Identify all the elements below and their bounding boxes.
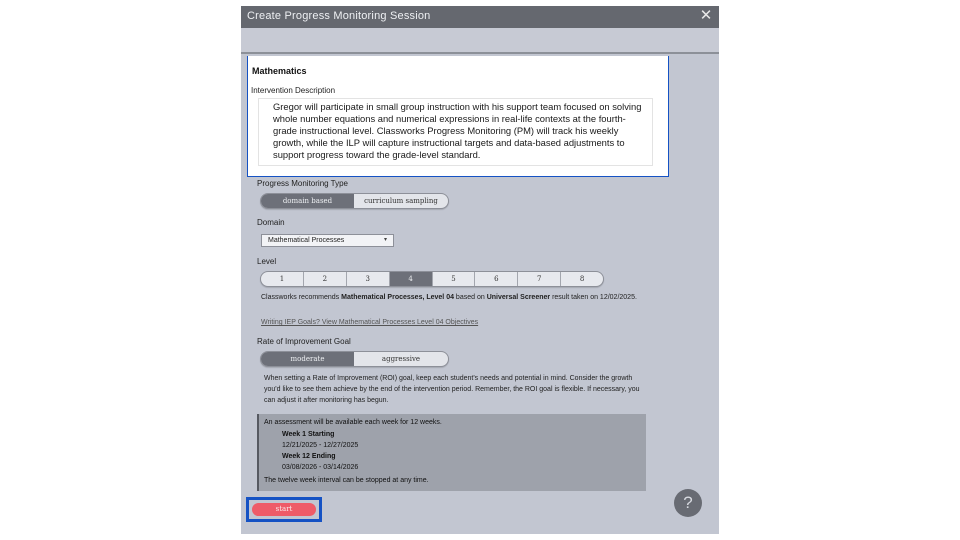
rec-suffix: result taken on 12/02/2025. — [550, 294, 637, 301]
start-button[interactable]: start — [252, 503, 316, 516]
week12-range: 03/08/2026 - 03/14/2026 — [282, 464, 359, 471]
dialog-titlebar — [241, 6, 719, 28]
roi-moderate[interactable]: moderate — [261, 352, 354, 366]
schedule-note: The twelve week interval can be stopped at any time. — [264, 477, 429, 484]
progress-monitoring-dialog — [241, 6, 719, 534]
roi-toggle — [260, 351, 449, 367]
level-option-7[interactable]: 7 — [517, 272, 560, 286]
dialog-title: Create Progress Monitoring Session — [247, 10, 431, 22]
level-option-1[interactable]: 1 — [279, 275, 285, 283]
level-option-2[interactable]: 2 — [303, 272, 346, 286]
pm-type-label: Progress Monitoring Type — [257, 179, 349, 188]
level-option-8[interactable]: 8 — [560, 272, 603, 286]
week1-range: 12/21/2025 - 12/27/2025 — [282, 442, 359, 449]
view-objectives-link[interactable]: Writing IEP Goals? View Mathematical Processes Level 04 Objectives — [261, 319, 479, 326]
roi-description: When setting a Rate of Improvement (ROI) goal, keep each student's needs and potential in mind. Consider the growth you'd like to see them achieve by the end of the intervention period. Remember, the ROI goal is flexible. If necessary, you can adjust it after monitoring has begun. — [264, 375, 640, 404]
level-option-4[interactable]: 4 — [389, 272, 432, 286]
rec-source: Universal Screener — [486, 294, 551, 301]
dialog-toolbar-band — [241, 28, 719, 54]
pm-type-domain-based[interactable]: domain based — [261, 194, 354, 208]
level-label: Level — [257, 257, 277, 266]
intervention-description-text[interactable]: Gregor will participate in small group instruction with his support team focused on solving whole number equations and numerical expressions in real-life contexts at the fourth-grade instructional level. Classworks Progress Monitoring (PM) will track his weekly growth, while the ILP will capture instructional targets and data-based adjustments to support progress toward the grade-level standard. — [258, 98, 653, 166]
pm-type-curriculum-sampling[interactable]: curriculum sampling — [364, 197, 438, 205]
domain-select[interactable] — [261, 234, 394, 247]
rec-prefix: Classworks recommends — [261, 294, 342, 301]
domain-label: Domain — [257, 218, 285, 227]
intervention-description-label: Intervention Description — [251, 86, 336, 95]
help-icon[interactable]: ? — [674, 489, 702, 517]
schedule-info-box — [257, 414, 646, 491]
level-option-5[interactable]: 5 — [432, 272, 475, 286]
level-recommendation — [261, 292, 641, 303]
roi-label: Rate of Improvement Goal — [257, 337, 351, 346]
domain-select-value: Mathematical Processes — [268, 237, 345, 244]
level-option-3[interactable]: 3 — [346, 272, 389, 286]
rec-domain-level: Mathematical Processes, Level 04 — [341, 294, 454, 301]
subject-title: Mathematics — [252, 66, 307, 76]
chevron-down-icon: ▾ — [383, 237, 387, 243]
week12-label: Week 12 Ending — [282, 453, 336, 460]
close-icon[interactable]: ✕ — [699, 7, 713, 24]
intervention-card — [248, 56, 668, 176]
level-option-6[interactable]: 6 — [474, 272, 517, 286]
week1-label: Week 1 Starting — [282, 431, 335, 438]
schedule-intro: An assessment will be available each week for 12 weeks. — [264, 419, 442, 426]
rec-middle: based on — [453, 294, 487, 301]
pm-type-toggle — [260, 193, 449, 209]
level-selector — [260, 271, 604, 287]
roi-aggressive[interactable]: aggressive — [381, 355, 421, 363]
